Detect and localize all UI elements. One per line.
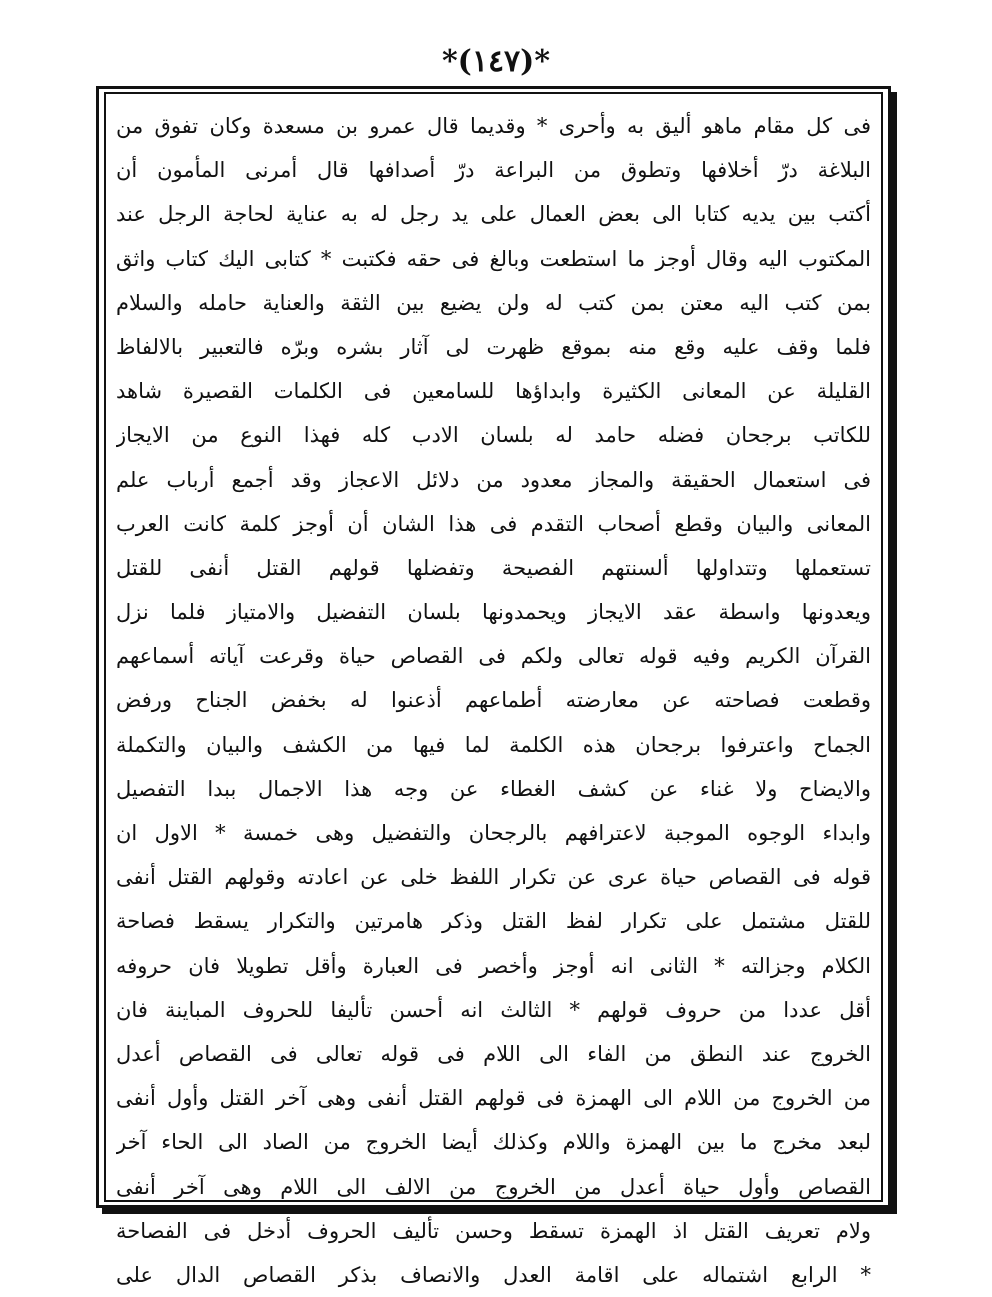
text-line: البلاغة درّ أخلافها وتطوق من البراعة درّ أصدافها قال أمرنى المأمون أن — [116, 158, 871, 183]
text-line: فى كل مقام ماهو أليق به وأحرى * وقديما قال عمرو بن مسعدة وكان تفوق من — [116, 114, 871, 138]
text-line: القصاص وأول حياة أعدل من الخروج من الالف الى اللام وهى آخر أنفى — [116, 1174, 871, 1199]
text-line: الكلام وجزالته * الثانى انه أوجز وأخصر فى العبارة وأقل تطويلا فان حروفه — [116, 953, 871, 978]
page-frame-shadow-right — [891, 92, 897, 1214]
text-line: فلما وقف عليه وقع منه بموقع ظهرت لى آثار بشره وبرّه فالتعبير بالالفاظ — [116, 334, 871, 359]
text-line: تستعملها وتتداولها ألسنتهم الفصيحة وتفضلها قولهم القتل أنفى للقتل — [116, 555, 871, 580]
text-line: والايضاح ولا غناء عن كشف الغطاء عن وجه هذا الاجمال ببدا التفصيل — [116, 776, 871, 801]
text-line: المكتوب اليه وقال أوجز ما استطعت وبالغ فى حقه فكتبت * كتابى اليك كتاب واثق — [116, 246, 871, 271]
text-line: أقل عددا من حروف قولهم * الثالث انه أحسن تأليفا للحروف المباينة فان — [116, 997, 871, 1022]
text-line: قوله فى القصاص حياة عرى عن تكرار اللفظ خلى عن اعادته وقولهم القتل أنفى — [116, 865, 871, 890]
text-line: أكتب بين يديه كتابا الى بعض العمال على يد رجل له به عناية لحاجة الرجل عند — [116, 202, 871, 227]
text-line: فى استعمال الحقيقة والمجاز معدود من دلائل الاعجاز وقد أجمع أرباب علم — [116, 467, 871, 492]
page-number: *(١٤٧)* — [441, 44, 551, 79]
body-text — [116, 104, 871, 1297]
text-line: وقطعت فصاحته عن معارضته أطماعهم أذعنوا له بخفض الجناح ورفض — [116, 688, 871, 713]
text-line: لبعد مخرج ما بين الهمزة واللام وكذلك أيضا الخروج من الصاد الى الحاء آخر — [116, 1130, 871, 1155]
text-line: للقتل مشتمل على تكرار لفظ القتل وذكر هامرتين والتكرار يسقط فصاحة — [116, 909, 871, 934]
text-line: بمن كتب اليه معتن بمن كتب له ولن يضيع بين الثقة والعناية حامله والسلام — [116, 290, 871, 315]
text-line: المعانى والبيان وقطع أصحاب التقدم فى هذا الشان أن أوجز كلمة كانت العرب — [116, 511, 871, 536]
text-line: من الخروج من اللام الى الهمزة فى قولهم القتل أنفى وهى آخر القتل وأول أنفى — [116, 1086, 871, 1111]
text-line: وابداء الوجوه الموجبة لاعترافهم بالرجحان والتفضيل وهى خمسة * الاول ان — [116, 821, 871, 845]
text-line: * الرابع اشتماله على اقامة العدل والانصاف بذكر القصاص الدال على — [116, 1262, 871, 1287]
text-line: ولام تعريف القتل اذ الهمزة تسقط وحسن تأليف الحروف أدخل فى الفصاحة — [116, 1218, 871, 1243]
text-line: للكاتب برجحان فضله حامد له بلسان الادب كله فهذا النوع من الايجاز — [116, 423, 871, 448]
text-line: القليلة عن المعانى الكثيرة وابداؤها للسامعين فى الكلمات القصيرة شاهد — [116, 379, 871, 404]
text-line: الخروج عند النطق من الفاء الى اللام فى قوله تعالى فى القصاص أعدل — [116, 1041, 871, 1066]
text-line: ويعدونها واسطة عقد الايجاز ويحمدونها بلسان التفضيل والامتياز فلما نزل — [116, 600, 871, 625]
text-line: الجماح واعترفوا برجحان هذه الكلمة لما فيها من الكشف والبيان والتكملة — [116, 732, 871, 757]
text-line: القرآن الكريم وفيه قوله تعالى ولكم فى القصاص حياة وقرعت آياته أسماعهم — [116, 644, 871, 669]
